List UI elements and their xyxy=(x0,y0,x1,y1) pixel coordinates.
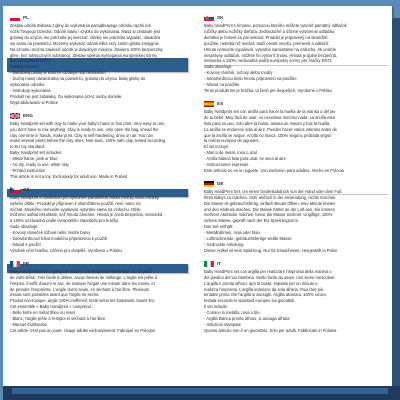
left-column xyxy=(10,14,194,382)
text-line: lista para su uso, solo abre la bolsa, amasa un minuto y haz la huella. xyxy=(204,120,331,126)
text-line: de prendre l'empreinte. L'argile durcit seule, en séchant à l'air libre. Plusieurs xyxy=(10,286,150,292)
text-line: Dieser Artikel ist kein Spielzeug. Nur für Erwachsene. Hergestellt in Polen xyxy=(204,247,338,253)
text-line: la norma europea de juguetes. xyxy=(204,138,260,144)
text-line: - Návod k použití xyxy=(10,242,41,247)
text-line: Baby Handprint set con arcilla para hacer la huella de la manita o del pie xyxy=(204,108,336,114)
text-line: míchat. Modelínu nemusíte vypalovat, vytvrdne sama na vzduchu. Otisk xyxy=(10,206,141,212)
text-line: Výrobek není hračka. Určeno pro dospělé. Vyrobeno v Polsku xyxy=(10,247,122,253)
right-column xyxy=(204,14,388,382)
text-line: tentativi prima che l'argilla si asciughi. Argilla atossica, 100% sicura, xyxy=(204,292,327,298)
text-line: Zestaw zawiera: xyxy=(10,64,40,70)
text-line: - Kovový rámeček růžové nebo modré barvy xyxy=(10,230,91,236)
flag-spain-icon xyxy=(204,101,214,107)
text-line: - Arcilla blanca lista para usar, se seca al aire xyxy=(204,156,286,162)
section-sk xyxy=(204,14,388,94)
text-line: essais sont possibles avant que l'argile ne sèche. xyxy=(10,292,100,298)
text-line: - Suchą masę utwardzalną na powietrzu, gotową do użycia, białą glinkę do xyxy=(10,76,146,82)
text-line: que la arcilla se seque. Arcilla no tóxica, 100% segura, probada según xyxy=(204,132,332,138)
text-line: Baby Handprint avec argile pour réaliser une empreinte de la main ou du pied xyxy=(10,268,151,274)
text-line: - Lufttrocknende, gebrauchsfertige weiße Masse xyxy=(204,236,292,242)
text-line: Ihres Babys zu machen. Sehr einfach in der Anwendung, nichts mischen. xyxy=(204,194,337,200)
text-line: netoxická a 100% nezávadná podľa európskej normy pre hračky EN71. xyxy=(204,58,334,64)
text-line: použitie, netreba nič miešať, stačí otvoriť vrecko, premiesiť a odtlačiť. xyxy=(204,40,330,46)
text-line: glinę, bez toksycznych substancji. Zestaw spełnia wymagania europejskiej normy xyxy=(10,52,158,58)
text-line: und den Abdruck machen. Die Masse härtet an der Luft aus. Sie können xyxy=(204,206,335,212)
text-line: Este artículo no es un juguete. Uso exclusivo para adultos. Hecho en Polonia xyxy=(204,167,344,173)
flag-germany-icon xyxy=(204,181,214,187)
text-line: - Belle boîte en métal (bleu ou rose) xyxy=(10,310,76,316)
section-code: ENG xyxy=(23,112,33,118)
text-line: Cet article n'est pas un jouet. Usage adulte exclusivement. Fabriqué en Pologne xyxy=(10,327,156,333)
section-code: SK xyxy=(217,15,224,21)
text-line: Cet ensemble « Baby Handprint » comprend : xyxy=(10,304,94,310)
text-line: nesprávny odtlačok, môžete ho vytvoriť znovu. Hmota je úplne bezpečná, xyxy=(204,52,338,58)
text-line: - Argilla bianca pronta all'uso, si asciuga all'aria xyxy=(204,316,290,322)
text-line: Das Set enthält: xyxy=(204,224,234,230)
text-line: - Metallrahmen, rosa oder blau xyxy=(204,230,260,236)
text-line: się sama na powietrzu. Możemy wykonać odcisk kilka razy zanim glinka zastygnie. xyxy=(10,40,160,46)
text-line: Wyprodukowano w Polsce xyxy=(10,99,58,105)
section-pl xyxy=(10,14,194,106)
text-line: - Marco de metal, rosa o azul xyxy=(204,150,258,156)
text-line: de tu bebé. Muy fácil de usar, no necesitas mezclar nada. La arcilla está xyxy=(204,114,335,120)
flag-italy-icon xyxy=(204,261,214,267)
text-line: Baby Handprint set with clay to make your baby's hand or foot print. Very easy to use, xyxy=(10,120,166,126)
text-line: Sada obsahuje: xyxy=(10,224,39,230)
text-line: El set incluye: xyxy=(204,144,230,150)
section-code: DE xyxy=(217,180,224,186)
text-line: wykonania odcisku xyxy=(10,82,45,88)
text-line: Baby Handprint s modelínou pro vytvoření památného otisku ručičky nebo nožičky xyxy=(10,194,159,200)
text-line: make several prints before the clay dries. Non-toxic, 100% safe clay, tested according xyxy=(10,138,166,144)
leaflet-sheet xyxy=(3,6,392,386)
text-line: - Samotvrdnúcu bielu hmotu pripravenú na použitie xyxy=(204,76,297,82)
text-line: Hmota nemusíte vypaľovať, vytvrdne samostatne na vzduchu. Ak urobíte xyxy=(204,46,336,52)
text-line: Baby HandPrint Set, um einen Gedenkabdruck von der Hand oder dem Fuß xyxy=(204,188,342,194)
text-line: testata secondo lo standard europeo sui giocattoli. xyxy=(204,298,296,304)
text-line: - Istruzioni stampate xyxy=(204,321,241,327)
text-line: La arcilla se endurece sola al aire. Puedes hacer varios intentos antes de xyxy=(204,126,337,132)
text-line: - Instrucciones impresas xyxy=(204,162,249,168)
section-code: PL xyxy=(23,15,29,21)
section-code: FR xyxy=(23,260,30,266)
section-cz xyxy=(10,186,194,254)
text-line: - Návod na použitie xyxy=(204,82,240,88)
text-line: mehrere Abdrücke machen, bevor die Masse trocknet. Ungiftige, 100% xyxy=(204,212,333,218)
text-line: del piedino del tuo bambino. Molto facile da usare, non serve mescolare. xyxy=(204,274,336,280)
text-line: Baby HandPrint s hmotou, pomocou ktorého môžete vytvoriť pamätný odtlačok xyxy=(204,23,347,28)
text-line: dieťatka je hotové za pár sekúnd. Produkt je pripravený na okamžité xyxy=(204,34,328,40)
text-line: l'emploi, il suffit d'ouvrir le sac, de malaxer l'argile une minute dans les mains, et xyxy=(10,280,155,286)
text-line: sichere Masse, geprüft nach der EU-Spielzeugnorm. xyxy=(204,218,300,224)
text-line: L'argilla è pronta all'uso: apri la busta, impasta per un minuto e xyxy=(204,280,318,286)
section-de xyxy=(204,180,388,254)
text-line: - Air dry, ready to use, white clay xyxy=(10,162,69,168)
text-line: - Printed instruction xyxy=(10,167,46,173)
frame-side-edge xyxy=(392,18,400,390)
section-fr xyxy=(10,260,194,334)
text-line: Baby Handprint set includes: xyxy=(10,150,63,156)
text-line: - Instrukcję wykonania xyxy=(10,87,51,93)
text-line: - Metalową ramkę w kolorze różowym lub niebieskim xyxy=(10,70,106,76)
text-line: Questo articolo non è un giocattolo. Solo per adulti. Fabbricato in Polonia xyxy=(204,327,337,333)
text-line: Zestaw odcisk Bobasa z gliny do wykonania pamiątkowego odcisku rączki lub xyxy=(10,23,151,28)
text-line: - Cornice in metallo, rosa o blu xyxy=(204,310,260,316)
text-line: nóżki Twojego Dziecka. Odcisk łatwo i szybko do wykonania. Masa w zestawie jest xyxy=(10,28,161,34)
text-line: vašeho dítěte. Produkt je připraven k okamžitému použití, není nutno nic xyxy=(10,200,142,206)
flag-czech-icon xyxy=(10,187,20,193)
text-line: Produkt nie jest zabawką. Do wykonania przez osoby dorosłe. xyxy=(10,93,123,99)
text-line: rúčičky alebo nožičky dieťaťa. Jednoduché a účinné vytvorenie odtlačku xyxy=(204,28,335,34)
text-line: - Kovový rámček, ružový alebo modrý xyxy=(204,70,273,76)
text-line: Sada obsahuje: xyxy=(204,64,233,70)
text-line: - Metal frame, pink or blue xyxy=(10,156,58,162)
text-line: clay one time in hands, make print. Clay is self-hardening, dries on air. You can xyxy=(10,132,153,138)
text-line: This article is not a toy. Exclusively for adult use. Made in Poland xyxy=(10,173,128,179)
section-code: CZ xyxy=(23,186,30,192)
text-line: Tento produkt nie je hračka. Určené pre dospelých. Vyrobené v Poľsku xyxy=(204,87,332,93)
text-line: a 100% nezávadná podle evropského standardu pro hračky. xyxy=(10,218,119,224)
frame-bottom-inner xyxy=(12,388,388,394)
text-line: Baby HandPrint set con argilla per realizzare l'impronta della manina o xyxy=(204,268,332,274)
text-line: Na sznurku można zawiesić odcisk w dowolnym miejscu. Zawiera 100% bezpieczną xyxy=(10,46,163,52)
section-es xyxy=(204,100,388,174)
text-line: - Blanc, l'argile prête à l'emploi et séchant à l'air libre xyxy=(10,316,106,322)
section-en xyxy=(10,112,194,180)
text-line: bezpieczeństwa EN71. xyxy=(10,58,52,64)
flag-france-icon xyxy=(10,261,20,267)
section-it xyxy=(204,260,388,334)
text-line: gotowa do użycia, nie potrzeba jej mieszać. Glinkę nie potrzeba wypalać, utwardza xyxy=(10,34,161,40)
text-line: you don't have to mix anything. Clay is ready to use, only open the bag, knead the xyxy=(10,126,159,132)
flag-uk-icon xyxy=(10,113,20,119)
flag-slovakia-icon xyxy=(204,15,214,21)
text-line: Produit non-toxique, argile 100% inoffensif, testé selon les standards Jouets EU xyxy=(10,298,155,304)
flag-poland-icon xyxy=(10,15,20,21)
text-line: Il set include: xyxy=(204,304,228,310)
text-line: Die Masse ist gebrauchsfertig, einfach Beutel öffnen, eine Minute kneten xyxy=(204,200,336,206)
text-line: - Gedruckte Anleitung xyxy=(204,242,244,247)
text-line: můžeme udělat několikrát, než hmota zaschne. Hmota je zcela bezpečná, netoxická xyxy=(10,212,163,218)
section-code: IT xyxy=(217,260,222,266)
text-line: de votre bébé. Très facile à utiliser, aucun besoin de mélange. L'argile est prête à xyxy=(10,274,158,280)
text-line: - Manuel d'utilisation xyxy=(10,321,48,327)
text-line: - Samotvrdnoucí bílou modelínu připravenou k použití xyxy=(10,236,108,242)
text-line: realizza l'impronta. L'argilla indurisce da sola all'aria. Puoi fare più xyxy=(204,286,324,292)
section-code: ES xyxy=(217,100,224,106)
text-line: to EU toy standard. xyxy=(10,144,46,150)
